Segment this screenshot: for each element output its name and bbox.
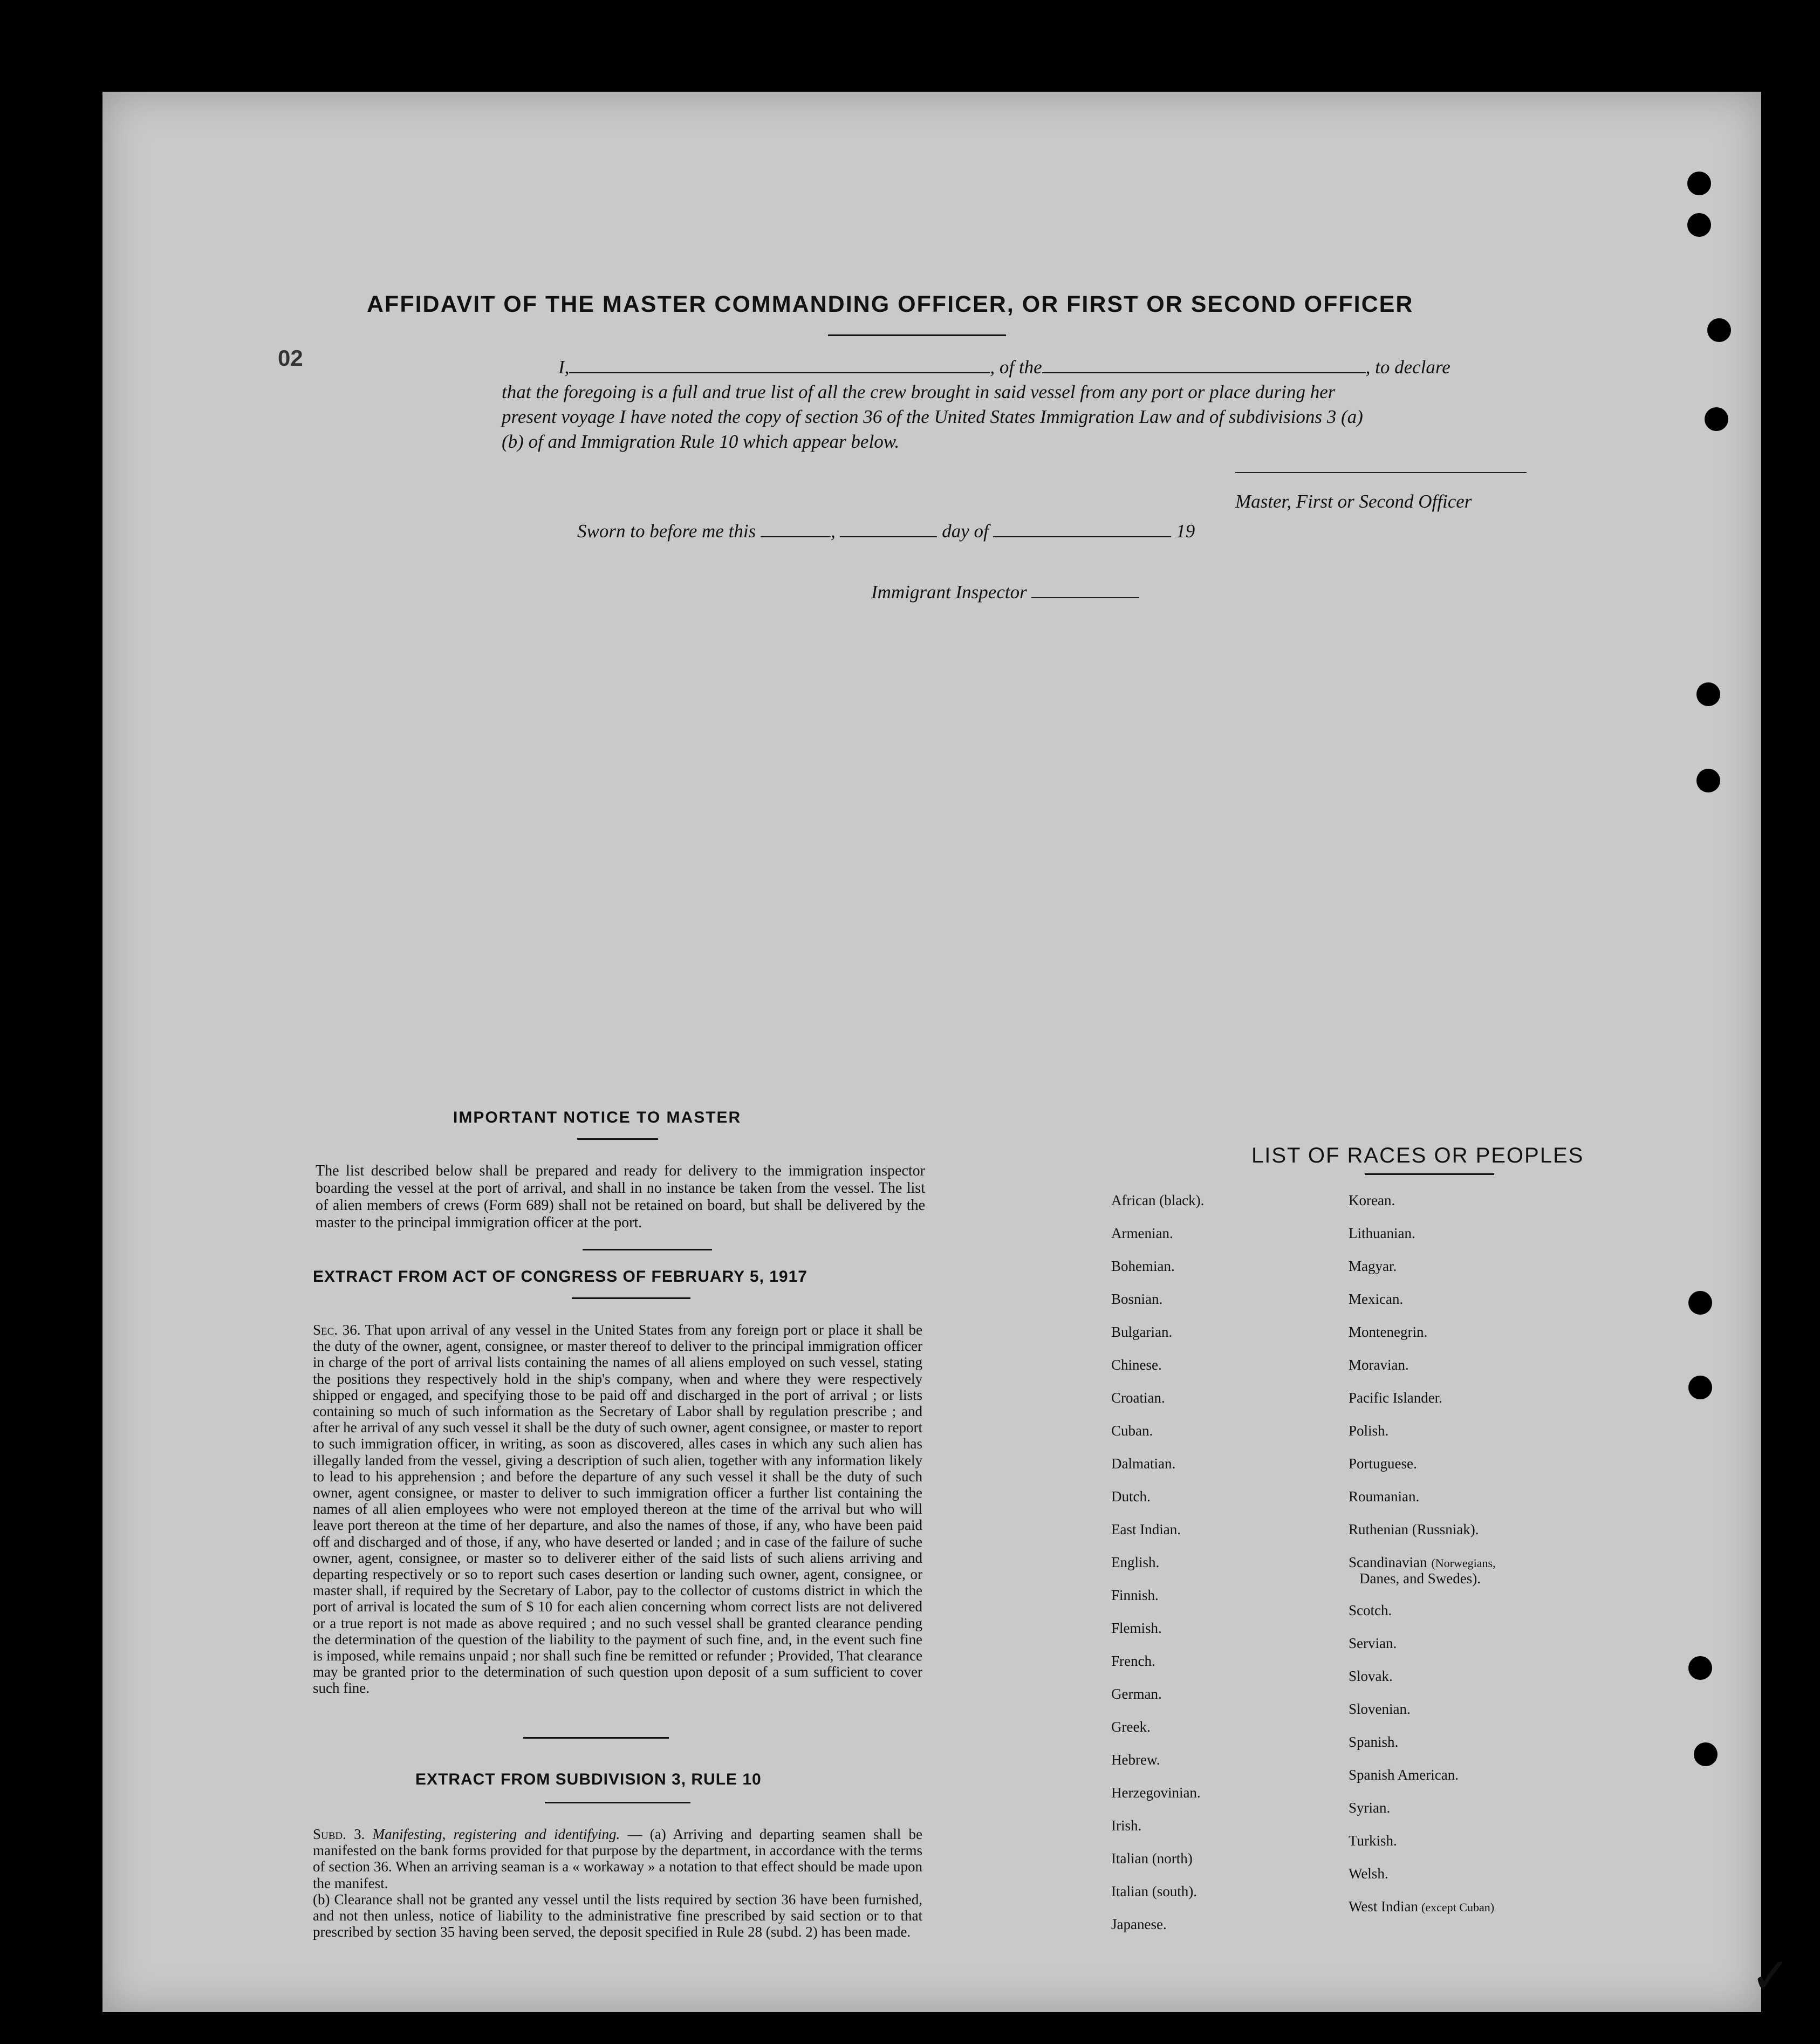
section-36-body: That upon arrival of any vessel in the United States from any foreign port or place it shall be the duty of the owner, agent, consignee, or master thereof to deliver to the principal immigration officer in charge of the port of arrival lists containing the names of all aliens employed on such vessel, stating the positions they respectively hold in the ship's company, when and where they were respectively shipped or engaged, and specifying those to be paid off and discharged in the port of arrival ; or lists containing so much of such information as the Secretary of Labor shall by regulation prescribe ; and after he arrival of any such vessel it shall be the duty of such owner, agent consignee, or master to report to such immigration officer, in writing, as soon as discovered, alles cases in which any such alien has illegally landed from the vessel, giving a description of such alien, together with any information likely to lead to his apprehension ; and before the departure of any such vessel it shall be the duty of such owner, agent consignee, or master to deliver to such immigration officer a further list containing the names of all alien employees who were not employed thereon at the time of the arrival but who will leave port thereon at the time of her departure, and also the names of those, if any, who have been paid off and discharged and of those, if any, who have deserted or landed ; and in case of the failure of suche owner, agent, consignee, or master so to deliverer either of the said lists of such aliens arriving and departing respectively or so to report such cases desertion or landing such owner, agent, consignee, or master shall, if required by the Secretary of Labor, pay to the collector of customs district in which the port of arrival is located the sum of $ 10 for each alien concerning whom correct lists are not delivered or a true report is not made as above required ; and no such vessel shall be granted clearance pending the determination of the question of the liability to the payment of such fine, and, in the event such fine is imposed, while remains unpaid ; nor shall such fine be remitted or refunder ; Provided, That clearance may be granted prior to the determination of such question upon deposit of a sum sufficient to cover such fine. [313, 1322, 922, 1697]
punch-hole [1705, 407, 1728, 431]
race-item: Dalmatian. [1111, 1455, 1176, 1472]
race-label: Montenegrin. [1349, 1324, 1428, 1340]
race-item [1349, 1225, 1415, 1242]
affidavit-title: AFFIDAVIT OF THE MASTER COMMANDING OFFICER, OR FIRST OR SECOND OFFICER [367, 291, 1414, 317]
affidavit-line-4: (b) of and Immigration Rule 10 which appear below. [502, 431, 900, 452]
extract-rule-divider [545, 1802, 690, 1803]
punch-hole [1688, 1291, 1712, 1315]
race-item: French. [1111, 1653, 1155, 1669]
punch-hole [1707, 318, 1731, 342]
race-item: Greek. [1111, 1719, 1151, 1735]
race-item [1349, 1668, 1393, 1685]
races-heading: LIST OF RACES OR PEOPLES [1251, 1144, 1584, 1167]
affidavit-declare: , to declare [1365, 357, 1450, 378]
race-item: Herzegovinian. [1111, 1785, 1201, 1801]
affidavit-line-3: present voyage I have noted the copy of section 36 of the United States Immigration Law and of subdivisions 3 (a) [502, 406, 1363, 427]
punch-hole [1687, 213, 1711, 237]
race-item [1349, 1324, 1427, 1341]
sworn-day-of: day of [942, 521, 989, 542]
race-item [1349, 1833, 1397, 1849]
race-item [1349, 1734, 1398, 1751]
name-blank [569, 372, 990, 373]
notice-end-divider [583, 1249, 712, 1250]
scandinavian-note: (Norwegians, [1431, 1556, 1496, 1570]
west-indian-note: (except Cuban) [1421, 1901, 1495, 1914]
race-item [1349, 1865, 1388, 1882]
sworn-line [577, 521, 1195, 542]
race-item [1349, 1602, 1392, 1619]
race-item: German. [1111, 1686, 1162, 1702]
affidavit-line-1 [502, 355, 1537, 380]
race-label: Turkish. [1349, 1833, 1397, 1849]
race-item [1349, 1701, 1411, 1718]
notice-heading: IMPORTANT NOTICE TO MASTER [453, 1109, 742, 1126]
race-item [1349, 1455, 1417, 1472]
race-item: Dutch. [1111, 1488, 1151, 1505]
race-label: Lithuanian. [1349, 1225, 1415, 1241]
race-label: Scotch. [1349, 1602, 1392, 1618]
vessel-blank [1042, 372, 1366, 373]
race-label: Slovenian. [1349, 1701, 1411, 1717]
sworn-blank-1 [761, 536, 831, 537]
race-item: Chinese. [1111, 1357, 1162, 1373]
race-item: Cuban. [1111, 1423, 1153, 1439]
margin-stamp-mark: 02 [278, 345, 303, 371]
extract-act-divider [572, 1297, 690, 1299]
race-item: Bohemian. [1111, 1258, 1175, 1274]
document-page [102, 92, 1791, 2012]
race-label: Welsh. [1349, 1865, 1388, 1882]
race-label: Spanish. [1349, 1734, 1399, 1750]
punch-hole [1696, 682, 1720, 706]
extract-rule-heading: EXTRACT FROM SUBDIVISION 3, RULE 10 [415, 1770, 762, 1788]
section-36-label: Sec. 36. [313, 1322, 361, 1338]
race-item: Italian (north) [1111, 1850, 1193, 1867]
punch-hole [1687, 172, 1711, 195]
race-item [1349, 1488, 1419, 1505]
affidavit-body [502, 355, 1537, 454]
inspector-label: Immigrant Inspector [871, 582, 1027, 603]
race-item [1349, 1800, 1390, 1816]
extract-act-heading: EXTRACT FROM ACT OF CONGRESS OF FEBRUARY 5, 1917 [313, 1268, 808, 1286]
punch-hole [1694, 1742, 1718, 1766]
race-label: Roumanian. [1349, 1488, 1420, 1505]
section-36-text [313, 1322, 922, 1697]
race-item [1349, 1635, 1397, 1652]
race-item: Bulgarian. [1111, 1324, 1173, 1340]
handwritten-check-mark: ✓ [1750, 1950, 1791, 2003]
sworn-prefix: Sworn to before me this [577, 521, 756, 542]
race-item [1349, 1521, 1479, 1538]
race-item [1349, 1554, 1496, 1586]
race-item [1349, 1258, 1397, 1275]
race-label: Portuguese. [1349, 1455, 1417, 1472]
affidavit-i: I, [558, 357, 570, 378]
punch-hole [1688, 1656, 1712, 1680]
race-label: Korean. [1349, 1192, 1395, 1208]
punch-hole [1688, 1376, 1712, 1399]
race-label: Servian. [1349, 1635, 1397, 1651]
race-label: Moravian. [1349, 1357, 1409, 1373]
race-item [1349, 1357, 1409, 1373]
subd-title: Manifesting, registering and identifying. [372, 1826, 620, 1842]
sworn-blank-2 [840, 536, 937, 537]
inspector-blank [1031, 597, 1139, 598]
race-label: Pacific Islander. [1349, 1390, 1442, 1406]
race-label: Spanish American. [1349, 1767, 1459, 1783]
notice-divider [577, 1138, 658, 1140]
subd-para-b-text: (b) Clearance shall not be granted any vessel until the lists required by section 36 have been furnished, and not then unless, notice of liability to the administrative fine prescribed by said section or to that prescribed by section 35 having been served, the deposit specified in Rule 28 (subd. 2) has been made. [313, 1891, 922, 1940]
races-divider [1365, 1173, 1494, 1175]
subdivision-para-a [313, 1826, 922, 1891]
sworn-month-blank [993, 536, 1171, 537]
section-36-end-divider [523, 1737, 669, 1739]
race-item: Japanese. [1111, 1916, 1167, 1932]
race-label: Mexican. [1349, 1291, 1404, 1307]
race-item: English. [1111, 1554, 1160, 1570]
race-label: Slovak. [1349, 1668, 1393, 1684]
affidavit-line-2: that the foregoing is a full and true list of all the crew brought in said vessel from any port or place during her [502, 381, 1336, 402]
race-item: Flemish. [1111, 1620, 1162, 1636]
signature-line [1235, 472, 1527, 473]
notice-text: The list described below shall be prepared and ready for delivery to the immigration inspector boarding the vessel at the port of arrival, and shall in no instance be taken from the vessel. The list of alien members of crews (Form 689) shall not be retained on board, but shall be delivered by the master to the principal immigration officer at the port. [316, 1163, 925, 1231]
race-item [1349, 1192, 1395, 1209]
race-item: African (black). [1111, 1192, 1205, 1208]
affidavit-of-the: , of the [990, 357, 1042, 378]
race-item [1349, 1767, 1459, 1783]
race-item: Croatian. [1111, 1390, 1165, 1406]
race-label: Scandinavian [1349, 1554, 1427, 1570]
race-label: Syrian. [1349, 1800, 1391, 1816]
race-item: Hebrew. [1111, 1752, 1160, 1768]
race-label: Polish. [1349, 1423, 1389, 1439]
signature-label: Master, First or Second Officer [1235, 491, 1472, 512]
race-item: Bosnian. [1111, 1291, 1163, 1307]
race-item [1349, 1390, 1442, 1406]
race-item [1349, 1291, 1403, 1308]
race-item: Irish. [1111, 1817, 1142, 1834]
subd-label: Subd. 3. [313, 1826, 365, 1842]
sworn-year: 19 [1176, 521, 1195, 542]
race-item: East Indian. [1111, 1521, 1181, 1537]
scandinavian-note-2: Danes, and Swedes). [1359, 1570, 1481, 1587]
subdivision-3-text [313, 1826, 922, 1940]
punch-hole [1696, 769, 1720, 792]
subd-para-a-text: — (a) Arriving and departing seamen shall be manifested on the bank forms provided for that purpose by the department, in accordance with the terms of section 36. When an arriving seaman is a « workaway » a notation to that effect should be made upon the manifest. [313, 1826, 922, 1891]
race-label: Magyar. [1349, 1258, 1397, 1274]
race-item [1349, 1423, 1388, 1439]
race-label: Ruthenian (Russniak). [1349, 1521, 1479, 1537]
race-label: West Indian [1349, 1898, 1419, 1915]
race-item: Armenian. [1111, 1225, 1173, 1241]
race-item: Finnish. [1111, 1587, 1159, 1603]
race-item: Italian (south). [1111, 1883, 1197, 1899]
inspector-line [871, 582, 1139, 603]
race-item [1349, 1898, 1494, 1915]
title-divider [828, 334, 1006, 336]
sworn-comma: , [830, 521, 836, 542]
